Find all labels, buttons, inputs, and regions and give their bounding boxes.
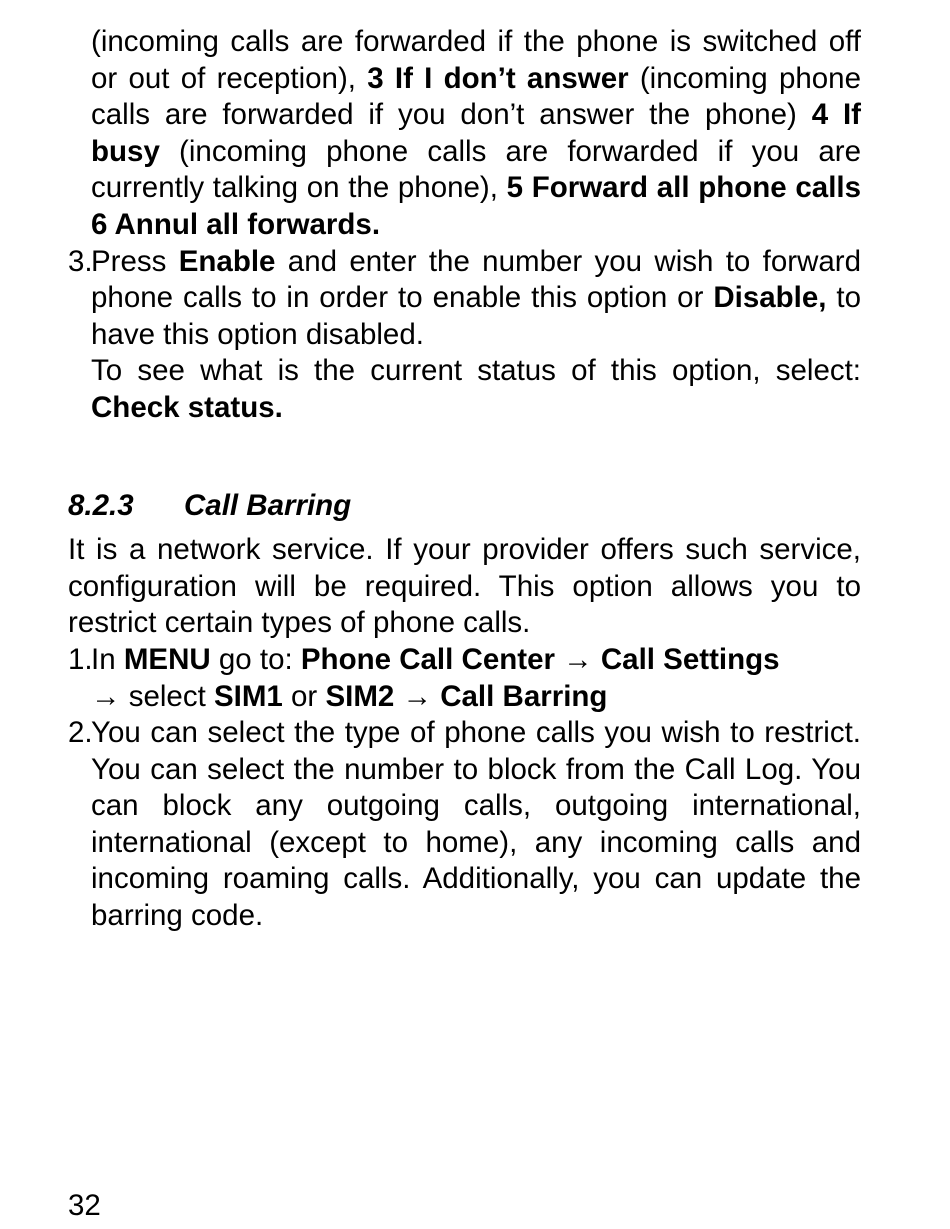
step-2-text: You can select the type of phone calls you wish to restrict. You can select the number to block from the Call Log. You can block any outgoing calls, outgoing international, international (except to home), any incoming calls and incoming roaming calls. Additionally, you can update the barring code. <box>91 716 861 933</box>
text-fragment: select <box>120 679 214 713</box>
path-call-settings: Call Settings <box>600 642 780 676</box>
forwarding-options-paragraph <box>91 24 861 244</box>
text-fragment: to have this option disabled. <box>91 281 861 351</box>
text-fragment: In <box>91 642 124 676</box>
option-if-no-answer: 3 If I don’t answer <box>367 61 629 95</box>
section-title: Call Barring <box>184 488 352 522</box>
step-3 <box>68 244 861 427</box>
arrow-right-icon: → <box>563 642 593 676</box>
intro-paragraph: It is a network service. If your provider offers such service, configuration will be required. This option allows you to restrict certain types of phone calls. <box>68 533 861 640</box>
manual-page <box>68 24 861 935</box>
text-fragment: (incoming phone calls are forwarded if you are currently talking on the phone), <box>91 134 861 205</box>
text-fragment: Press <box>91 244 179 278</box>
text-fragment: and enter the number you wish to forward phone calls to in order to enable this option or <box>91 244 862 315</box>
sim2-label: SIM2 <box>325 679 395 713</box>
disable-label: Disable, <box>713 281 827 315</box>
text-fragment: go to: <box>210 642 301 676</box>
sim1-label: SIM1 <box>213 679 283 713</box>
step-1-text <box>91 642 861 715</box>
arrow-right-icon: → <box>91 679 121 713</box>
text-fragment: or <box>282 679 326 713</box>
path-phone-call-center: Phone Call Center <box>300 642 555 676</box>
check-status-label: Check status. <box>91 390 283 424</box>
step-1 <box>68 642 861 715</box>
step-2 <box>68 715 861 935</box>
section-number: 8.2.3 <box>68 488 134 522</box>
step-number: 2. <box>68 716 93 750</box>
option-forward-all: 5 Forward all phone calls 6 Annul all forwards. <box>91 171 861 241</box>
text-fragment: To see what is the current status of this option, select: <box>91 354 861 388</box>
page-number: 32 <box>68 1189 101 1222</box>
step-3-text <box>91 244 861 354</box>
section-heading <box>68 488 861 525</box>
text-fragment: (incoming phone calls are forwarded if you don’t answer the phone) <box>91 61 861 132</box>
path-call-barring: Call Barring <box>440 679 608 713</box>
text-fragment: (incoming calls are forwarded if the phone is switched off or out of reception), <box>91 25 861 95</box>
option-if-busy: 4 If busy <box>91 98 861 168</box>
enable-label: Enable <box>178 244 276 278</box>
step-number: 3. <box>68 244 93 278</box>
menu-label: MENU <box>123 642 211 676</box>
step-number: 1. <box>68 642 93 676</box>
arrow-right-icon: → <box>402 679 433 713</box>
check-status-text <box>91 353 861 426</box>
